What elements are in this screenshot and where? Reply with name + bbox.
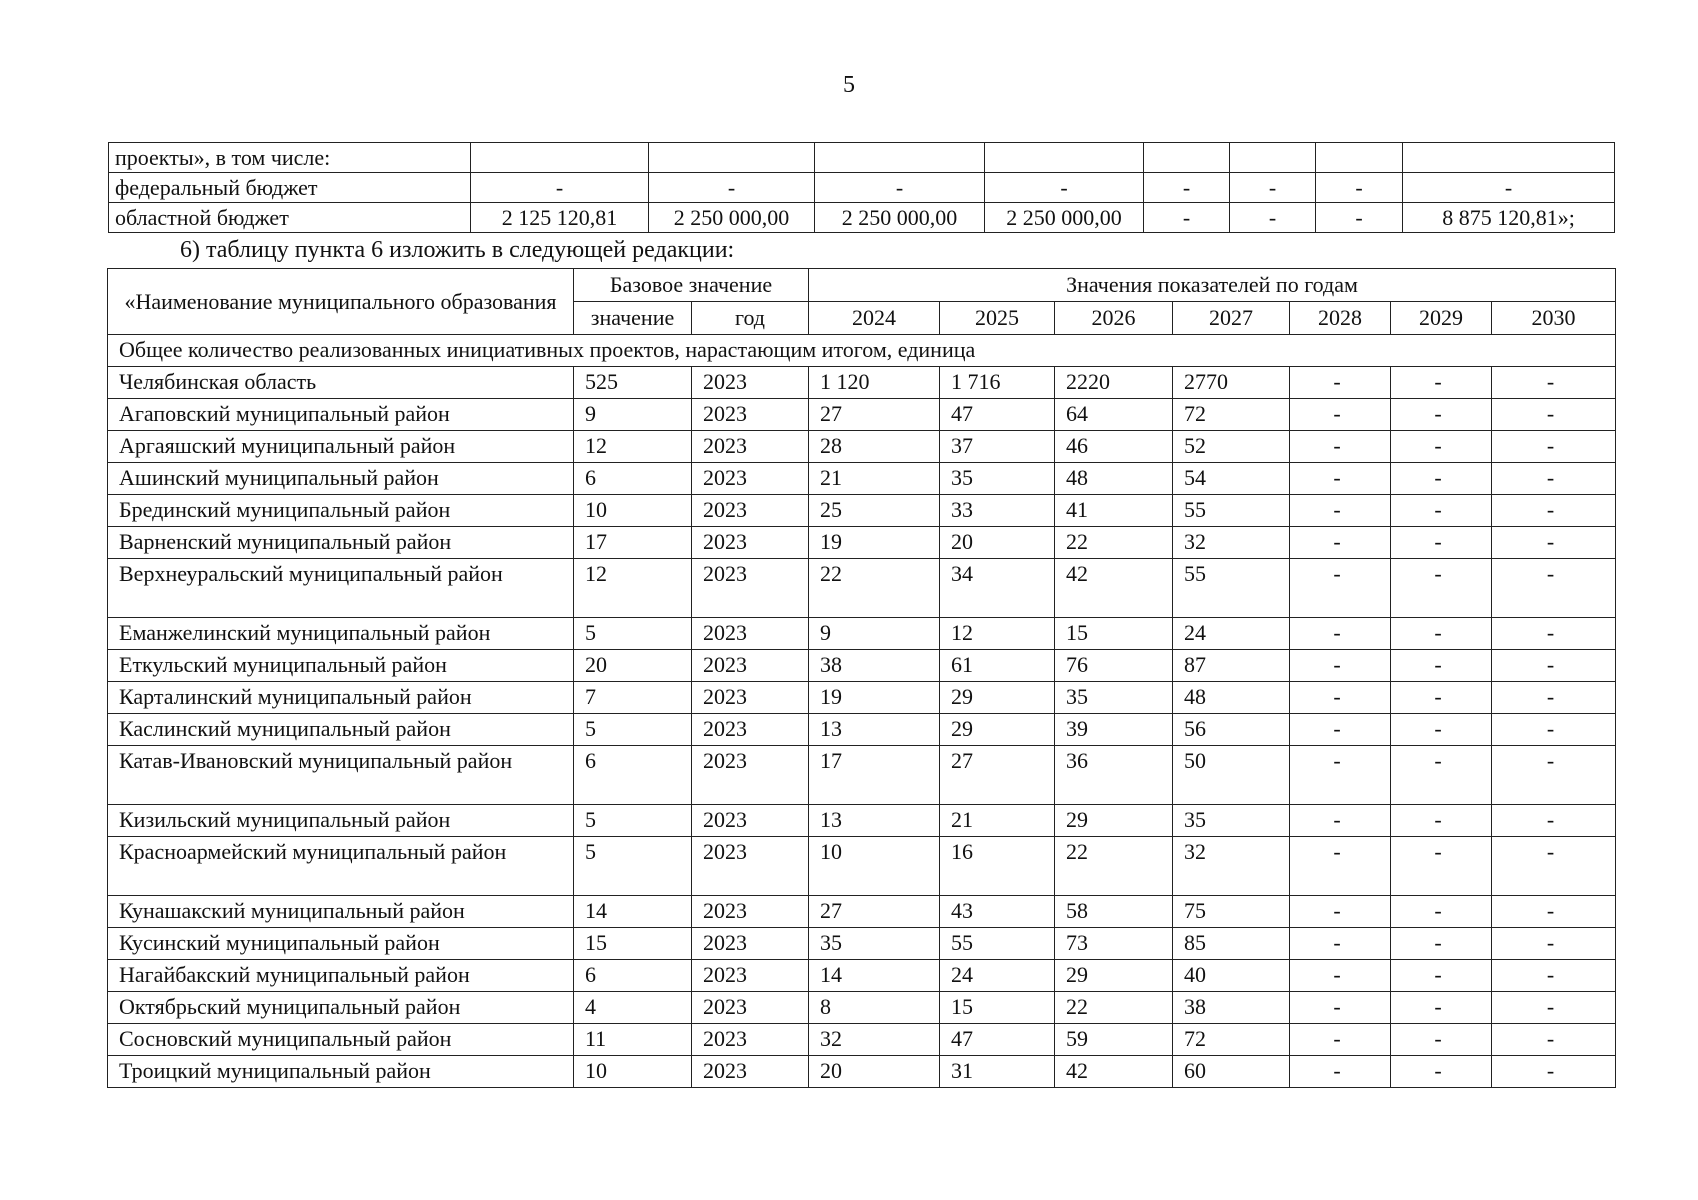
year-value: - [1290,837,1391,896]
year-value: - [1391,650,1492,682]
year-value: 13 [809,714,940,746]
base-value: 17 [574,527,692,559]
table-row [108,618,1616,650]
year-value: 55 [940,928,1055,960]
year-value: - [1492,746,1616,805]
municipality-name: Нагайбакский муниципальный район [108,960,574,992]
header-year-2030: 2030 [1492,302,1616,335]
base-year: 2023 [692,495,809,527]
header-municipality: «Наименование муниципального образования [108,269,574,335]
table-row [108,928,1616,960]
municipality-name: Кунашакский муниципальный район [108,896,574,928]
header-row-1 [108,269,1616,302]
budget-cell: - [1230,173,1316,203]
year-value: - [1492,928,1616,960]
year-value: 73 [1055,928,1173,960]
year-value: 2770 [1173,367,1290,399]
year-value: 32 [809,1024,940,1056]
year-value: 20 [809,1056,940,1088]
year-value: 35 [1173,805,1290,837]
year-value: 33 [940,495,1055,527]
year-value: 60 [1173,1056,1290,1088]
base-year: 2023 [692,431,809,463]
base-value: 10 [574,1056,692,1088]
year-value: - [1492,1024,1616,1056]
municipality-name: Еткульский муниципальный район [108,650,574,682]
header-year-2029: 2029 [1391,302,1492,335]
year-value: 17 [809,746,940,805]
base-year: 2023 [692,559,809,618]
budget-cell [1403,143,1615,173]
base-value: 9 [574,399,692,431]
year-value: 1 120 [809,367,940,399]
base-year: 2023 [692,1056,809,1088]
year-value: - [1492,960,1616,992]
year-value: 87 [1173,650,1290,682]
year-value: 1 716 [940,367,1055,399]
table-row [108,960,1616,992]
base-value: 12 [574,559,692,618]
municipality-name: Каслинский муниципальный район [108,714,574,746]
municipality-name: Октябрьский муниципальный район [108,992,574,1024]
table-row [108,399,1616,431]
budget-cell [815,143,985,173]
budget-cell: - [471,173,649,203]
header-year: год [692,302,809,335]
year-value: 41 [1055,495,1173,527]
table-row [108,805,1616,837]
year-value: - [1290,527,1391,559]
year-value: 46 [1055,431,1173,463]
year-value: 50 [1173,746,1290,805]
year-value: 9 [809,618,940,650]
year-value: 39 [1055,714,1173,746]
year-value: 43 [940,896,1055,928]
budget-table [108,142,1615,233]
table-row [108,682,1616,714]
table-row [108,746,1616,805]
budget-row [109,173,1615,203]
base-value: 15 [574,928,692,960]
header-value: значение [574,302,692,335]
base-value: 5 [574,714,692,746]
year-value: 48 [1055,463,1173,495]
year-value: 19 [809,682,940,714]
year-value: - [1492,896,1616,928]
municipality-name: Кизильский муниципальный район [108,805,574,837]
year-value: - [1290,1056,1391,1088]
year-value: 19 [809,527,940,559]
budget-label: областной бюджет [109,203,471,233]
year-value: - [1290,463,1391,495]
municipality-name: Брединский муниципальный район [108,495,574,527]
year-value: 21 [940,805,1055,837]
year-value: 29 [1055,805,1173,837]
year-value: - [1290,896,1391,928]
year-value: 27 [940,746,1055,805]
base-value: 7 [574,682,692,714]
year-value: - [1492,805,1616,837]
year-value: - [1391,399,1492,431]
year-value: 24 [1173,618,1290,650]
base-year: 2023 [692,746,809,805]
year-value: - [1391,805,1492,837]
year-value: - [1492,650,1616,682]
year-value: 37 [940,431,1055,463]
year-value: - [1492,714,1616,746]
year-value: - [1492,559,1616,618]
year-value: 27 [809,399,940,431]
year-value: - [1492,992,1616,1024]
year-value: - [1492,527,1616,559]
base-year: 2023 [692,960,809,992]
year-value: - [1290,559,1391,618]
year-value: 14 [809,960,940,992]
year-value: 47 [940,1024,1055,1056]
base-value: 6 [574,746,692,805]
year-value: 24 [940,960,1055,992]
header-year-2026: 2026 [1055,302,1173,335]
year-value: 35 [940,463,1055,495]
base-value: 5 [574,837,692,896]
year-value: - [1492,399,1616,431]
year-value: - [1290,367,1391,399]
header-year-2028: 2028 [1290,302,1391,335]
year-value: 42 [1055,1056,1173,1088]
year-value: - [1290,992,1391,1024]
table-row [108,495,1616,527]
budget-cell [1144,143,1230,173]
year-value: - [1391,463,1492,495]
year-value: - [1391,527,1492,559]
budget-cell: - [1144,173,1230,203]
year-value: 32 [1173,837,1290,896]
year-value: - [1492,463,1616,495]
year-value: 34 [940,559,1055,618]
base-value: 10 [574,495,692,527]
year-value: - [1492,431,1616,463]
header-year-2027: 2027 [1173,302,1290,335]
header-year-2024: 2024 [809,302,940,335]
year-value: 52 [1173,431,1290,463]
municipality-name: Катав-Ивановский муниципальный район [108,746,574,805]
budget-cell [1316,143,1403,173]
budget-cell: 2 250 000,00 [985,203,1144,233]
year-value: - [1391,1024,1492,1056]
year-value: 64 [1055,399,1173,431]
header-base-value: Базовое значение [574,269,809,302]
table-row [108,992,1616,1024]
base-year: 2023 [692,1024,809,1056]
year-value: 15 [940,992,1055,1024]
year-value: - [1290,682,1391,714]
municipality-name: Троицкий муниципальный район [108,1056,574,1088]
year-value: 76 [1055,650,1173,682]
year-value: 56 [1173,714,1290,746]
base-value: 5 [574,618,692,650]
year-value: 28 [809,431,940,463]
year-value: - [1391,495,1492,527]
year-value: 22 [1055,837,1173,896]
table-row [108,896,1616,928]
year-value: 72 [1173,1024,1290,1056]
year-value: 25 [809,495,940,527]
base-value: 14 [574,896,692,928]
year-value: - [1391,837,1492,896]
budget-cell [985,143,1144,173]
municipality-name: Ашинский муниципальный район [108,463,574,495]
year-value: 31 [940,1056,1055,1088]
year-value: 15 [1055,618,1173,650]
year-value: 85 [1173,928,1290,960]
budget-cell: - [1403,173,1615,203]
amendment-instruction: 6) таблицу пункта 6 изложить в следующей редакции: [180,237,735,263]
year-value: 29 [940,714,1055,746]
year-value: 38 [1173,992,1290,1024]
base-year: 2023 [692,527,809,559]
base-value: 525 [574,367,692,399]
budget-cell: 2 250 000,00 [815,203,985,233]
budget-cell: - [815,173,985,203]
page-number: 5 [843,72,855,98]
table-row [108,1024,1616,1056]
year-value: - [1391,714,1492,746]
year-value: 2220 [1055,367,1173,399]
year-value: 54 [1173,463,1290,495]
table-row [108,837,1616,896]
table-row [108,367,1616,399]
budget-cell: - [1316,203,1403,233]
year-value: - [1290,928,1391,960]
year-value: - [1391,928,1492,960]
year-value: 27 [809,896,940,928]
year-value: 55 [1173,495,1290,527]
year-value: - [1391,992,1492,1024]
year-value: - [1391,559,1492,618]
table-row [108,714,1616,746]
year-value: - [1492,618,1616,650]
budget-label: проекты», в том числе: [109,143,471,173]
table-row [108,559,1616,618]
section-title: Общее количество реализованных инициативных проектов, нарастающим итогом, единица [108,335,1616,367]
year-value: 40 [1173,960,1290,992]
municipality-name: Верхнеуральский муниципальный район [108,559,574,618]
base-value: 12 [574,431,692,463]
year-value: - [1391,1056,1492,1088]
year-value: 61 [940,650,1055,682]
year-value: - [1290,746,1391,805]
base-value: 6 [574,960,692,992]
year-value: - [1290,960,1391,992]
header-years-group: Значения показателей по годам [809,269,1616,302]
year-value: - [1290,650,1391,682]
year-value: 16 [940,837,1055,896]
year-value: 42 [1055,559,1173,618]
municipality-name: Варненский муниципальный район [108,527,574,559]
base-year: 2023 [692,896,809,928]
base-year: 2023 [692,367,809,399]
year-value: - [1290,431,1391,463]
year-value: 29 [940,682,1055,714]
year-value: - [1391,618,1492,650]
year-value: 20 [940,527,1055,559]
year-value: 59 [1055,1024,1173,1056]
year-value: 35 [1055,682,1173,714]
budget-cell [471,143,649,173]
year-value: 75 [1173,896,1290,928]
year-value: 22 [809,559,940,618]
year-value: - [1492,682,1616,714]
header-year-2025: 2025 [940,302,1055,335]
year-value: 48 [1173,682,1290,714]
year-value: 55 [1173,559,1290,618]
base-year: 2023 [692,714,809,746]
year-value: 58 [1055,896,1173,928]
municipality-name: Еманжелинский муниципальный район [108,618,574,650]
budget-cell: - [1230,203,1316,233]
budget-cell: - [649,173,815,203]
base-year: 2023 [692,618,809,650]
table-row [108,463,1616,495]
indicators-table [107,268,1616,1088]
base-value: 5 [574,805,692,837]
table-row [108,431,1616,463]
year-value: - [1290,1024,1391,1056]
budget-row [109,203,1615,233]
section-row [108,335,1616,367]
base-year: 2023 [692,399,809,431]
year-value: - [1290,618,1391,650]
year-value: - [1492,367,1616,399]
base-year: 2023 [692,992,809,1024]
year-value: 72 [1173,399,1290,431]
year-value: - [1391,960,1492,992]
base-year: 2023 [692,837,809,896]
year-value: 22 [1055,527,1173,559]
year-value: 35 [809,928,940,960]
year-value: - [1391,367,1492,399]
table-row [108,1056,1616,1088]
base-year: 2023 [692,463,809,495]
municipality-name: Сосновский муниципальный район [108,1024,574,1056]
base-value: 4 [574,992,692,1024]
budget-cell: - [1316,173,1403,203]
table-row [108,527,1616,559]
table-row [108,650,1616,682]
year-value: - [1290,805,1391,837]
base-value: 6 [574,463,692,495]
municipality-name: Челябинская область [108,367,574,399]
year-value: - [1492,1056,1616,1088]
year-value: 47 [940,399,1055,431]
municipality-name: Агаповский муниципальный район [108,399,574,431]
year-value: - [1290,495,1391,527]
municipality-name: Аргаяшский муниципальный район [108,431,574,463]
base-year: 2023 [692,650,809,682]
budget-cell: 8 875 120,81»; [1403,203,1615,233]
budget-cell: - [1144,203,1230,233]
base-year: 2023 [692,805,809,837]
municipality-name: Красноармейский муниципальный район [108,837,574,896]
budget-row [109,143,1615,173]
budget-cell: 2 250 000,00 [649,203,815,233]
budget-cell: 2 125 120,81 [471,203,649,233]
year-value: - [1492,837,1616,896]
year-value: - [1391,746,1492,805]
municipality-name: Кусинский муниципальный район [108,928,574,960]
base-year: 2023 [692,928,809,960]
year-value: 10 [809,837,940,896]
base-year: 2023 [692,682,809,714]
budget-cell: - [985,173,1144,203]
year-value: 36 [1055,746,1173,805]
year-value: - [1391,896,1492,928]
year-value: 32 [1173,527,1290,559]
year-value: - [1290,399,1391,431]
year-value: 8 [809,992,940,1024]
year-value: - [1492,495,1616,527]
year-value: 13 [809,805,940,837]
year-value: 12 [940,618,1055,650]
budget-cell [649,143,815,173]
base-value: 20 [574,650,692,682]
year-value: - [1391,431,1492,463]
year-value: 22 [1055,992,1173,1024]
year-value: 29 [1055,960,1173,992]
municipality-name: Карталинский муниципальный район [108,682,574,714]
budget-cell [1230,143,1316,173]
budget-label: федеральный бюджет [109,173,471,203]
year-value: - [1391,682,1492,714]
base-value: 11 [574,1024,692,1056]
year-value: 38 [809,650,940,682]
year-value: - [1290,714,1391,746]
year-value: 21 [809,463,940,495]
